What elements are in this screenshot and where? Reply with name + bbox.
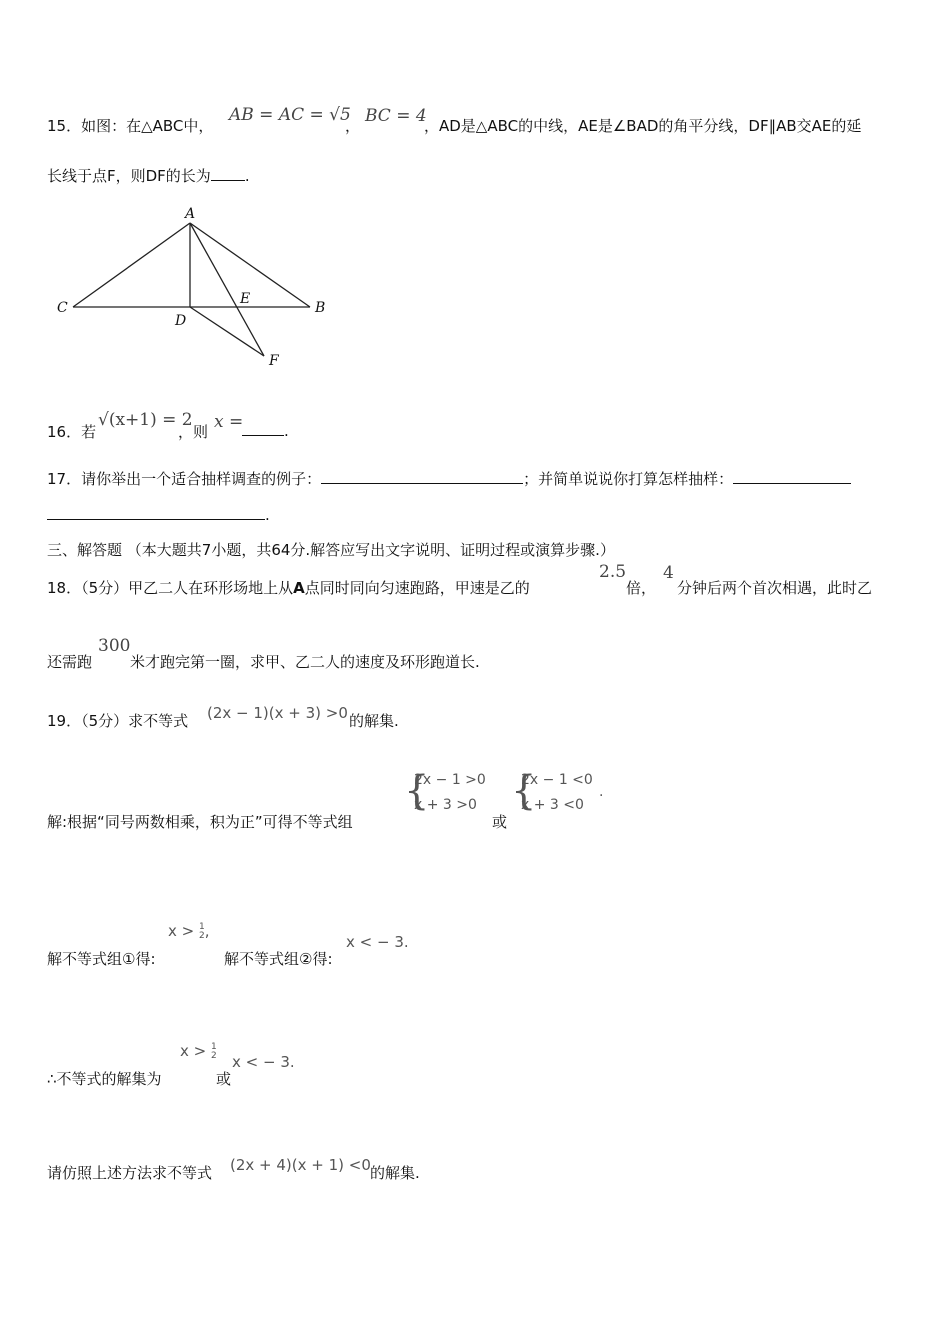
q17-method-blank-2[interactable]	[47, 505, 265, 520]
q18-text4: 分钟后两个首次相遇，此时乙	[677, 579, 873, 597]
triangle-figure	[45, 200, 345, 380]
q18-meters: 300	[98, 636, 131, 656]
q19-or2: 或	[216, 1070, 232, 1088]
q16-math-x: x =	[214, 412, 244, 432]
q15-line2: 长线于点F，则DF的长为 .	[47, 167, 250, 185]
q19-inequality: (2x − 1)(x + 3) >0	[207, 704, 348, 722]
q18-number: 18．	[47, 579, 82, 597]
q16-answer-blank[interactable]	[242, 421, 284, 436]
section3-title: 三、解答题 （本大题共7小题，共64分.解答应写出文字说明、证明过程或演算步骤.）	[47, 541, 615, 559]
q18-times: 倍，	[626, 579, 657, 597]
label-e: E	[240, 291, 251, 307]
q15-answer-blank[interactable]	[211, 166, 245, 181]
system1-line2: x + 3 >0	[414, 797, 477, 813]
brace-icon: {	[511, 768, 537, 814]
q19-solve2-label: 解不等式组②得:	[224, 950, 333, 968]
q19-task-text2: 的解集.	[370, 1164, 420, 1182]
q19-system-2	[511, 770, 606, 820]
brace-icon: {	[404, 768, 430, 814]
label-f: F	[269, 353, 279, 369]
q19-conclusion-b: x < − 3.	[232, 1053, 295, 1071]
q15-line1	[47, 115, 213, 136]
q18-line2b: 米才跑完第一圈，求甲、乙二人的速度及环形跑道长.	[130, 653, 480, 671]
segment-ca	[73, 223, 190, 307]
q17-method-blank-1[interactable]	[733, 469, 851, 484]
q19-solve1-label: 解不等式组①得:	[47, 950, 156, 968]
q15-number: 15．	[47, 117, 82, 135]
q18-line2a: 还需跑	[47, 653, 93, 671]
q16-answer: .	[242, 421, 289, 440]
label-d: D	[175, 313, 187, 329]
q19-solve2-result: x < − 3.	[346, 933, 409, 951]
q16-line: 16．若	[47, 423, 97, 441]
q15-intro: 如图：在△ABC中，	[81, 117, 214, 135]
q16-number: 16．	[47, 423, 82, 441]
q16-then: ，则	[178, 423, 209, 441]
q18-line1: 18．（5分）甲乙二人在环形场地上从A点同时同向匀速跑路，甲速是乙的	[47, 579, 530, 597]
q19-task-text1: 请仿照上述方法求不等式	[47, 1164, 213, 1182]
q15-math-ab-ac: AB = AC = √5	[229, 105, 351, 125]
system2-line2: x + 3 <0	[521, 797, 584, 813]
q19-question: 19．（5分）求不等式	[47, 712, 189, 730]
q17-example-blank[interactable]	[321, 469, 523, 484]
q19-or1: 或	[492, 813, 508, 831]
q16-math-sqrt: √(x+1) = 2	[98, 410, 193, 430]
fraction-half: 1 2	[199, 921, 205, 941]
q19-conclusion-label: ∴不等式的解集为	[47, 1070, 162, 1088]
q17-line2: .	[47, 505, 270, 524]
system2-line1: 2x − 1 <0	[521, 772, 593, 788]
q19-task-inequality: (2x + 4)(x + 1) <0	[230, 1156, 371, 1174]
q18-ratio: 2.5	[599, 562, 627, 582]
q18-minutes: 4	[663, 563, 674, 583]
q19-solution-intro: 解:根据“同号两数相乘，积为正”可得不等式组	[47, 813, 353, 831]
q19-number: 19．	[47, 712, 82, 730]
q15-text-after: ，AD是△ABC的中线，AE是∠BAD的角平分线，DF∥AB交AE的延	[424, 117, 862, 135]
q19-system-1	[404, 770, 494, 820]
system1-line1: 2x − 1 >0	[414, 772, 486, 788]
label-b: B	[315, 300, 326, 316]
q15-math-bc: BC = 4	[365, 106, 427, 126]
q17-line1: 17．请你举出一个适合抽样调查的例子： ；并简单说说你打算怎样抽样：	[47, 468, 851, 489]
q19-conclusion-a: x > 1 2	[180, 1041, 217, 1061]
fraction-half: 1 2	[211, 1041, 217, 1061]
label-a: A	[185, 206, 196, 222]
segment-df	[190, 307, 264, 356]
q17-number: 17．	[47, 470, 82, 488]
q19-solve1-result: x > 1 2,	[168, 921, 210, 941]
segment-af	[190, 223, 264, 356]
system2-end: .	[599, 784, 604, 800]
label-c: C	[57, 300, 68, 316]
q19-text2: 的解集.	[349, 712, 399, 730]
q15-sep: ，	[345, 117, 361, 135]
